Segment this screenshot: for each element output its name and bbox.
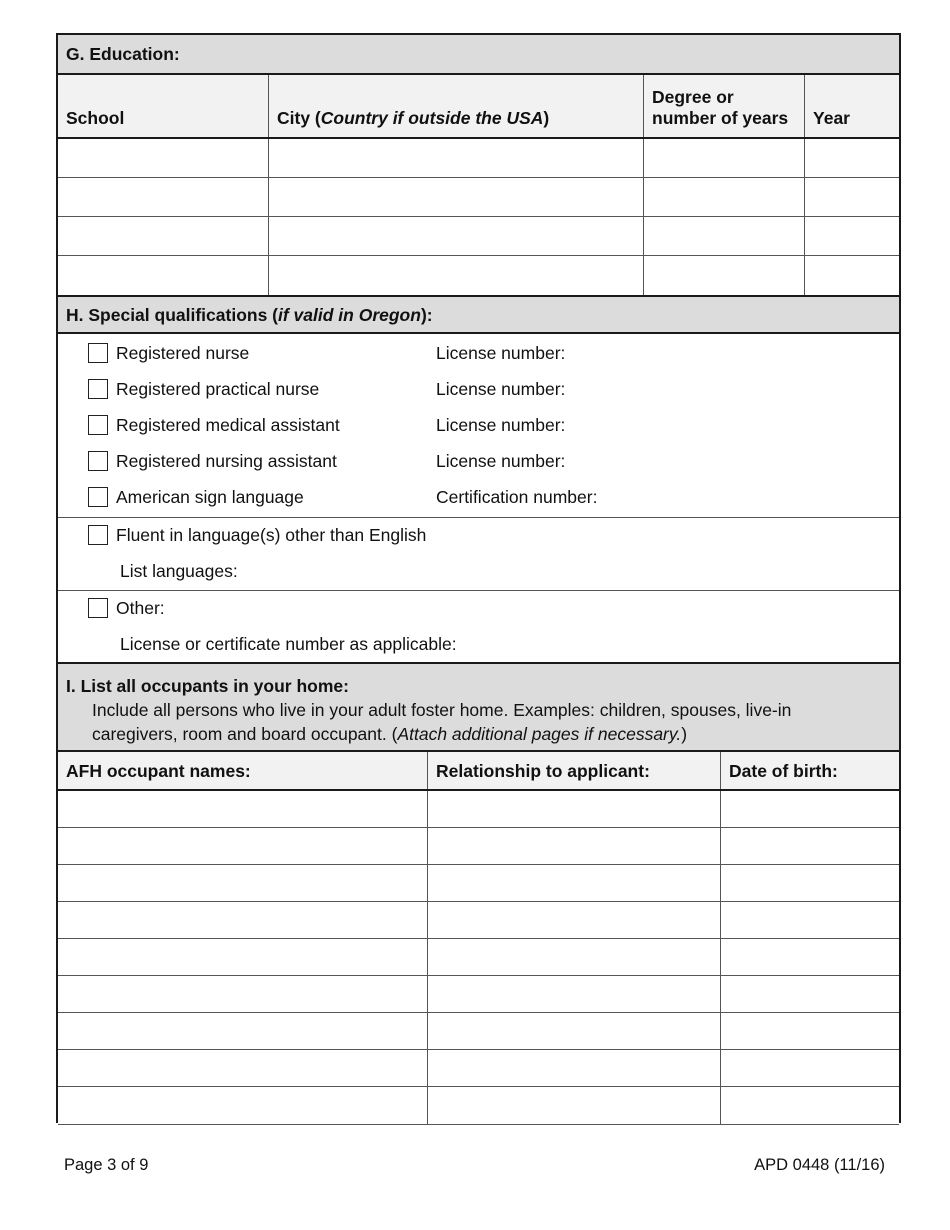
degree-header-text <box>652 87 788 129</box>
relationship-cell[interactable] <box>428 939 721 975</box>
education-row <box>58 178 899 217</box>
relationship-cell[interactable] <box>428 791 721 827</box>
application-form-page <box>56 33 901 1123</box>
relationship-cell[interactable] <box>428 1087 721 1124</box>
relationship-cell[interactable] <box>428 976 721 1012</box>
instructions-line2-suffix: ) <box>681 724 688 744</box>
relationship-column-header <box>428 752 721 789</box>
registered-medical-assistant-checkbox[interactable] <box>88 415 108 435</box>
registered-nurse-label: Registered nurse <box>116 343 250 363</box>
occupant-row <box>58 976 899 1013</box>
city-header-prefix: City ( <box>277 108 321 128</box>
relationship-header-text: Relationship to applicant: <box>436 761 650 781</box>
license-number-label: License number: <box>436 451 566 471</box>
city-cell[interactable] <box>269 256 644 295</box>
other-qualification-checkbox[interactable] <box>88 598 108 618</box>
certification-number-label: Certification number: <box>436 487 598 507</box>
year-header-text: Year <box>813 108 850 128</box>
occupants-column-headers <box>58 752 899 791</box>
degree-cell[interactable] <box>644 256 805 295</box>
list-languages-label: List languages: <box>120 561 238 581</box>
certificate-number-label: License or certificate number as applicable: <box>120 634 457 654</box>
year-cell[interactable] <box>805 256 899 295</box>
city-cell[interactable] <box>269 217 644 255</box>
city-header-italic: Country if outside the USA <box>320 108 544 128</box>
occupant-row <box>58 828 899 865</box>
education-row <box>58 217 899 256</box>
relationship-cell[interactable] <box>428 1050 721 1086</box>
dob-cell[interactable] <box>721 791 899 827</box>
education-section-header <box>58 35 899 75</box>
american-sign-language-label: American sign language <box>116 487 304 507</box>
qualifications-section-header <box>58 295 899 334</box>
occupant-row <box>58 791 899 828</box>
qualifications-title-suffix: ): <box>420 305 433 325</box>
city-cell[interactable] <box>269 178 644 216</box>
occupant-name-cell[interactable] <box>58 1013 428 1049</box>
education-row <box>58 256 899 295</box>
occupant-name-cell[interactable] <box>58 976 428 1012</box>
relationship-cell[interactable] <box>428 1013 721 1049</box>
fluent-language-checkbox[interactable] <box>88 525 108 545</box>
form-id: APD 0448 (11/16) <box>754 1156 885 1174</box>
other-qualification-label: Other: <box>116 598 165 618</box>
occupant-name-cell[interactable] <box>58 1087 428 1124</box>
dob-cell[interactable] <box>721 939 899 975</box>
occupant-name-cell[interactable] <box>58 828 428 864</box>
occupant-name-cell[interactable] <box>58 865 428 901</box>
occupant-row <box>58 1087 899 1125</box>
relationship-cell[interactable] <box>428 902 721 938</box>
school-cell[interactable] <box>58 256 269 295</box>
occupant-names-column-header <box>58 752 428 789</box>
education-row <box>58 139 899 178</box>
license-number-label: License number: <box>436 379 566 399</box>
degree-header-line1: Degree or <box>652 87 734 107</box>
qualifications-title-italic: if valid in Oregon <box>278 305 421 325</box>
school-cell[interactable] <box>58 217 269 255</box>
occupant-row <box>58 902 899 939</box>
registered-practical-nurse-checkbox[interactable] <box>88 379 108 399</box>
dob-column-header <box>721 752 899 789</box>
city-header-suffix: ) <box>543 108 550 128</box>
school-header-text: School <box>66 108 125 128</box>
registered-nursing-assistant-label: Registered nursing assistant <box>116 451 337 471</box>
divider <box>58 590 899 591</box>
occupants-instructions-line2 <box>92 724 687 744</box>
occupant-name-cell[interactable] <box>58 791 428 827</box>
instructions-line2-italic: Attach additional pages if necessary. <box>397 724 682 744</box>
occupant-row <box>58 1050 899 1087</box>
registered-medical-assistant-label: Registered medical assistant <box>116 415 340 435</box>
city-column-header <box>269 75 644 137</box>
relationship-cell[interactable] <box>428 828 721 864</box>
dob-cell[interactable] <box>721 902 899 938</box>
occupants-section-header <box>58 662 899 752</box>
degree-cell[interactable] <box>644 178 805 216</box>
school-column-header <box>58 75 269 137</box>
american-sign-language-checkbox[interactable] <box>88 487 108 507</box>
year-cell[interactable] <box>805 178 899 216</box>
school-cell[interactable] <box>58 178 269 216</box>
occupants-section-title: I. List all occupants in your home: <box>66 676 349 696</box>
year-column-header <box>805 75 899 137</box>
occupant-row <box>58 939 899 976</box>
registered-nurse-checkbox[interactable] <box>88 343 108 363</box>
license-number-label: License number: <box>436 415 566 435</box>
occupant-name-cell[interactable] <box>58 1050 428 1086</box>
relationship-cell[interactable] <box>428 865 721 901</box>
page-number: Page 3 of 9 <box>64 1156 149 1174</box>
year-cell[interactable] <box>805 217 899 255</box>
registered-practical-nurse-label: Registered practical nurse <box>116 379 320 399</box>
school-cell[interactable] <box>58 139 269 177</box>
dob-header-text: Date of birth: <box>729 761 838 781</box>
degree-cell[interactable] <box>644 139 805 177</box>
divider <box>58 517 899 518</box>
degree-cell[interactable] <box>644 217 805 255</box>
dob-cell[interactable] <box>721 865 899 901</box>
education-column-headers <box>58 75 899 139</box>
occupant-row <box>58 865 899 902</box>
dob-cell[interactable] <box>721 1013 899 1049</box>
occupant-name-cell[interactable] <box>58 939 428 975</box>
degree-column-header <box>644 75 805 137</box>
city-cell[interactable] <box>269 139 644 177</box>
license-number-label: License number: <box>436 343 566 363</box>
instructions-line2-prefix: caregivers, room and board occupant. ( <box>92 724 398 744</box>
education-section-title: G. Education: <box>66 44 180 64</box>
dob-cell[interactable] <box>721 976 899 1012</box>
occupants-instructions-line1: Include all persons who live in your adult foster home. Examples: children, spouses, live-in <box>92 700 792 720</box>
occupant-names-header-text: AFH occupant names: <box>66 761 251 781</box>
dob-cell[interactable] <box>721 1050 899 1086</box>
dob-cell[interactable] <box>721 828 899 864</box>
degree-header-line2: number of years <box>652 108 789 128</box>
qualifications-title-prefix: H. Special qualifications ( <box>66 305 278 325</box>
year-cell[interactable] <box>805 139 899 177</box>
fluent-language-label: Fluent in language(s) other than English <box>116 525 427 545</box>
occupant-row <box>58 1013 899 1050</box>
occupants-instructions <box>66 698 899 746</box>
occupant-name-cell[interactable] <box>58 902 428 938</box>
registered-nursing-assistant-checkbox[interactable] <box>88 451 108 471</box>
dob-cell[interactable] <box>721 1087 899 1124</box>
qualifications-section-title <box>66 305 433 325</box>
city-header-text <box>277 108 549 129</box>
